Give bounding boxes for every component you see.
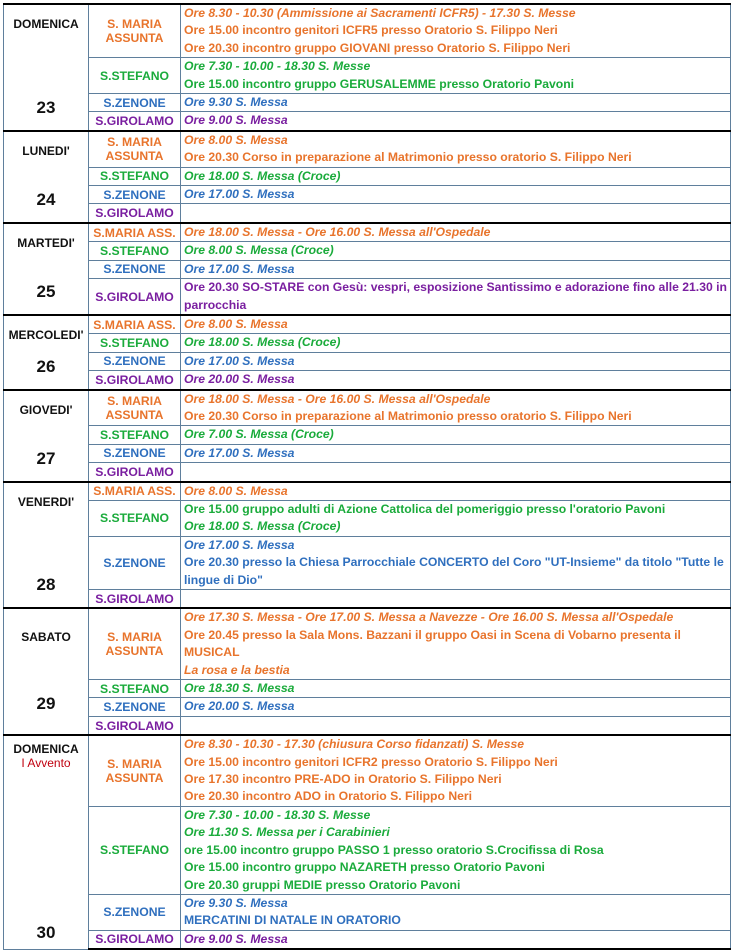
schedule-row xyxy=(4,260,731,278)
day-name: MERCOLEDI' xyxy=(8,327,84,342)
day-cell xyxy=(4,390,89,482)
church-name: S.MARIA ASS. xyxy=(89,482,181,501)
schedule-row xyxy=(4,204,731,223)
event-line: Ore 15.00 gruppo adulti di Azione Cattolica del pomeriggio presso l'oratorio Pavoni xyxy=(184,501,666,516)
event-cell xyxy=(181,500,731,536)
event-cell xyxy=(181,680,731,698)
church-name: S.STEFANO xyxy=(89,806,181,894)
day-note: I Avvento xyxy=(21,755,71,770)
day-cell xyxy=(4,131,89,223)
schedule-row xyxy=(4,242,731,260)
schedule-row xyxy=(4,930,731,949)
event-cell xyxy=(181,608,731,679)
church-name: S.ZENONE xyxy=(89,698,181,716)
schedule-table xyxy=(3,3,731,950)
event-cell xyxy=(181,260,731,278)
day-name: DOMENICA xyxy=(13,741,79,756)
event-line: parrocchia xyxy=(184,297,247,312)
event-line: MERCATINI DI NATALE IN ORATORIO xyxy=(184,913,401,928)
day-name: SABATO xyxy=(21,630,71,645)
event-line: Ore 20.30 gruppi MEDIE presso Oratorio Pavoni xyxy=(184,877,461,892)
event-line: Ore 8.00 S. Messa (Croce) xyxy=(184,243,334,258)
day-number: 24 xyxy=(36,189,56,209)
day-name: DOMENICA xyxy=(13,17,79,32)
event-line: Ore 17.30 S. Messa - Ore 17.00 S. Messa a Navezze - Ore 16.00 S. Messa all'Ospedale xyxy=(184,610,674,625)
church-name: S. MARIA ASSUNTA xyxy=(89,390,181,426)
event-cell xyxy=(181,930,731,949)
event-cell xyxy=(181,716,731,735)
schedule-row xyxy=(4,58,731,94)
church-name: S.GIROLAMO xyxy=(89,716,181,735)
schedule-row xyxy=(4,482,731,501)
event-cell xyxy=(181,444,731,462)
event-cell xyxy=(181,482,731,501)
schedule-row xyxy=(4,590,731,609)
day-cell xyxy=(4,482,89,609)
church-name: S.ZENONE xyxy=(89,260,181,278)
event-cell xyxy=(181,463,731,482)
event-cell xyxy=(181,426,731,444)
event-line: Ore 20.00 S. Messa xyxy=(184,699,295,714)
event-line: Ore 8.00 S. Messa xyxy=(184,316,288,331)
church-name: S. MARIA ASSUNTA xyxy=(89,131,181,167)
schedule-row xyxy=(4,279,731,315)
event-cell xyxy=(181,698,731,716)
day-name: GIOVEDI' xyxy=(19,402,73,417)
church-name: S.ZENONE xyxy=(89,94,181,112)
event-line: La rosa e la bestia xyxy=(184,662,290,677)
schedule-row xyxy=(4,334,731,352)
church-name: S.ZENONE xyxy=(89,186,181,204)
day-number: 27 xyxy=(36,448,56,468)
event-cell xyxy=(181,242,731,260)
church-name: S.GIROLAMO xyxy=(89,930,181,949)
event-cell xyxy=(181,536,731,589)
event-line: Ore 15.00 incontro genitori ICFR2 presso Oratorio S. Filippo Neri xyxy=(184,754,558,769)
day-number: 26 xyxy=(36,356,56,376)
schedule-row xyxy=(4,894,731,930)
event-line: Ore 8.00 S. Messa xyxy=(184,132,288,147)
event-line: Ore 20.00 S. Messa xyxy=(184,372,295,387)
church-name: S.MARIA ASS. xyxy=(89,315,181,334)
schedule-row xyxy=(4,608,731,679)
schedule-row xyxy=(4,352,731,370)
day-name: MARTEDI' xyxy=(17,235,75,250)
day-number: 29 xyxy=(36,693,56,713)
event-cell xyxy=(181,4,731,58)
event-line: Ore 18.00 S. Messa - Ore 16.00 S. Messa all'Ospedale xyxy=(184,391,491,406)
schedule-row xyxy=(4,698,731,716)
church-name: S.STEFANO xyxy=(89,242,181,260)
event-line: Ore 18.00 S. Messa (Croce) xyxy=(184,335,341,350)
event-cell xyxy=(181,894,731,930)
day-name: LUNEDI' xyxy=(22,143,70,158)
event-line: Ore 7.30 - 10.00 - 18.30 S. Messe xyxy=(184,807,371,822)
church-name: S.ZENONE xyxy=(89,536,181,589)
event-line: Ore 8.30 - 10.30 - 17.30 (chiusura Corso fidanzati) S. Messe xyxy=(184,737,525,752)
schedule-row xyxy=(4,716,731,735)
church-name: S.GIROLAMO xyxy=(89,112,181,131)
event-cell xyxy=(181,735,731,806)
event-line: Ore 9.30 S. Messa xyxy=(184,895,288,910)
event-line: Ore 20.45 presso la Sala Mons. Bazzani il gruppo Oasi in Scena di Vobarno presenta il MUSICAL xyxy=(184,627,681,660)
day-name: VENERDI' xyxy=(17,494,75,509)
schedule-row xyxy=(4,735,731,806)
event-line: Ore 11.30 S. Messa per i Carabinieri xyxy=(184,825,390,840)
church-name: S. MARIA ASSUNTA xyxy=(89,608,181,679)
schedule-row xyxy=(4,806,731,894)
event-line: Ore 17.00 S. Messa xyxy=(184,353,295,368)
event-line: Ore 15.00 incontro gruppo NAZARETH presso Oratorio Pavoni xyxy=(184,860,545,875)
event-line: lingue di Dio" xyxy=(184,572,263,587)
schedule-row xyxy=(4,500,731,536)
event-cell xyxy=(181,315,731,334)
event-line: Ore 17.00 S. Messa xyxy=(184,537,295,552)
church-name: S.ZENONE xyxy=(89,894,181,930)
event-cell xyxy=(181,352,731,370)
schedule-row xyxy=(4,444,731,462)
event-cell xyxy=(181,58,731,94)
schedule-row xyxy=(4,536,731,589)
schedule-row xyxy=(4,223,731,242)
schedule-row xyxy=(4,426,731,444)
event-cell xyxy=(181,112,731,131)
church-name: S.STEFANO xyxy=(89,58,181,94)
church-name: S.GIROLAMO xyxy=(89,371,181,390)
schedule-row xyxy=(4,390,731,426)
event-line: ore 15.00 incontro gruppo PASSO 1 presso oratorio S.Crocifissa di Rosa xyxy=(184,842,604,857)
event-line: Ore 20.30 presso la Chiesa Parrocchiale CONCERTO del Coro "UT-Insieme" da titolo "Tutte le xyxy=(184,555,724,570)
event-line: Ore 20.30 incontro ADO in Oratorio S. Filippo Neri xyxy=(184,789,473,804)
event-line: Ore 17.00 S. Messa xyxy=(184,445,295,460)
church-name: S. MARIA ASSUNTA xyxy=(89,4,181,58)
event-cell xyxy=(181,371,731,390)
event-line: Ore 18.00 S. Messa (Croce) xyxy=(184,168,341,183)
event-line: Ore 20.30 SO-STARE con Gesù: vespri, esposizione Santissimo e adorazione fino alle 21.30 in xyxy=(184,280,727,295)
event-cell xyxy=(181,806,731,894)
church-name: S.GIROLAMO xyxy=(89,463,181,482)
schedule-row xyxy=(4,315,731,334)
event-cell xyxy=(181,131,731,167)
event-line: Ore 20.30 Corso in preparazione al Matrimonio presso oratorio S. Filippo Neri xyxy=(184,150,632,165)
event-cell xyxy=(181,94,731,112)
church-name: S.STEFANO xyxy=(89,167,181,185)
event-line: Ore 18.00 S. Messa (Croce) xyxy=(184,519,341,534)
day-number: 25 xyxy=(36,281,56,301)
day-number: 28 xyxy=(36,575,56,595)
event-line: Ore 8.30 - 10.30 (Ammissione ai Sacramenti ICFR5) - 17.30 S. Messe xyxy=(184,6,576,20)
event-line: Ore 18.00 S. Messa - Ore 16.00 S. Messa all'Ospedale xyxy=(184,224,491,239)
day-cell xyxy=(4,735,89,949)
schedule-row xyxy=(4,167,731,185)
event-line: Ore 17.00 S. Messa xyxy=(184,187,295,202)
event-cell xyxy=(181,223,731,242)
schedule-row xyxy=(4,371,731,390)
schedule-row xyxy=(4,680,731,698)
event-line: Ore 20.30 incontro gruppo GIOVANI presso Oratorio S. Filippo Neri xyxy=(184,40,571,55)
church-name: S.STEFANO xyxy=(89,500,181,536)
schedule-row xyxy=(4,112,731,131)
church-name: S.ZENONE xyxy=(89,444,181,462)
event-line: Ore 7.30 - 10.00 - 18.30 S. Messe xyxy=(184,59,371,74)
event-cell xyxy=(181,279,731,315)
church-name: S.GIROLAMO xyxy=(89,590,181,609)
church-name: S.STEFANO xyxy=(89,426,181,444)
schedule-body xyxy=(4,4,731,949)
event-line: Ore 17.00 S. Messa xyxy=(184,261,295,276)
event-line: Ore 20.30 Corso in preparazione al Matrimonio presso oratorio S. Filippo Neri xyxy=(184,408,632,423)
event-line: Ore 8.00 S. Messa xyxy=(184,483,288,498)
event-line: Ore 9.00 S. Messa xyxy=(184,113,288,128)
event-line: Ore 9.30 S. Messa xyxy=(184,95,288,110)
church-name: S.STEFANO xyxy=(89,334,181,352)
event-cell xyxy=(181,390,731,426)
day-number: 30 xyxy=(36,923,56,943)
church-name: S.GIROLAMO xyxy=(89,204,181,223)
event-line: Ore 18.30 S. Messa xyxy=(184,681,295,696)
event-cell xyxy=(181,186,731,204)
day-cell xyxy=(4,4,89,131)
event-line: Ore 15.00 incontro gruppo GERUSALEMME presso Oratorio Pavoni xyxy=(184,76,575,91)
event-line: Ore 15.00 incontro genitori ICFR5 presso Oratorio S. Filippo Neri xyxy=(184,23,558,38)
event-cell xyxy=(181,204,731,223)
schedule-row xyxy=(4,4,731,58)
church-name: S. MARIA ASSUNTA xyxy=(89,735,181,806)
church-name: S.STEFANO xyxy=(89,680,181,698)
church-name: S.GIROLAMO xyxy=(89,279,181,315)
church-name: S.MARIA ASS. xyxy=(89,223,181,242)
event-cell xyxy=(181,334,731,352)
day-cell xyxy=(4,315,89,390)
day-cell xyxy=(4,608,89,735)
church-name: S.ZENONE xyxy=(89,352,181,370)
schedule-row xyxy=(4,186,731,204)
schedule-row xyxy=(4,131,731,167)
event-line: Ore 9.00 S. Messa xyxy=(184,931,288,946)
day-cell xyxy=(4,223,89,315)
day-number: 23 xyxy=(36,97,56,117)
schedule-row xyxy=(4,463,731,482)
event-cell xyxy=(181,167,731,185)
event-line: Ore 7.00 S. Messa (Croce) xyxy=(184,427,334,442)
schedule-row xyxy=(4,94,731,112)
event-cell xyxy=(181,590,731,609)
event-line: Ore 17.30 incontro PRE-ADO in Oratorio S. Filippo Neri xyxy=(184,772,502,787)
